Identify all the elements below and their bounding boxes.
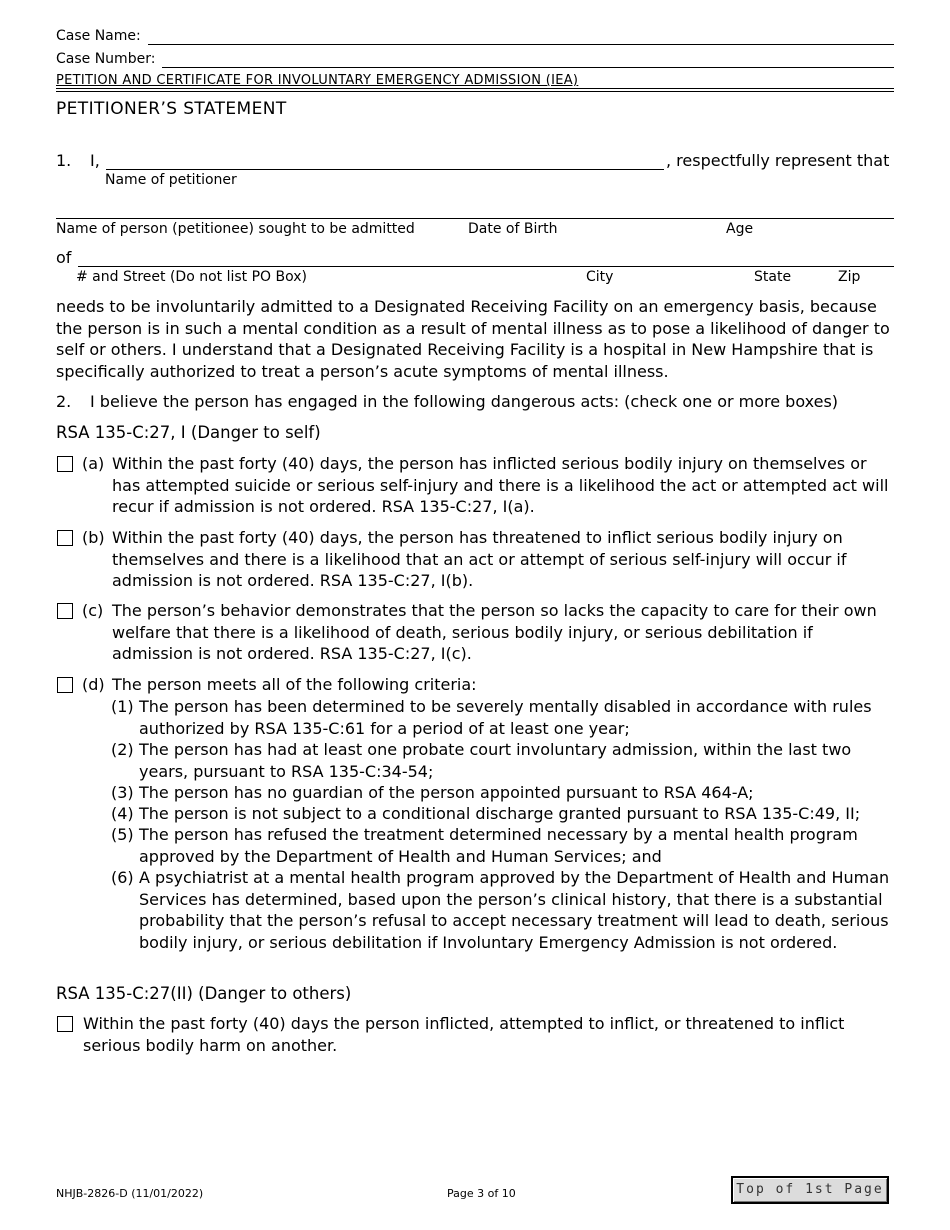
option-b — [82, 527, 894, 593]
top-of-first-page-button[interactable]: Top of 1st Page — [731, 1176, 889, 1204]
petitionee-caption: Name of person (petitionee) sought to be admitted — [56, 221, 415, 237]
option-b-checkbox[interactable] — [57, 530, 73, 546]
option-a-checkbox[interactable] — [57, 456, 73, 472]
option-b-text: Within the past forty (40) days, the person has threatened to inflict serious bodily injury on themselves and there is a likelihood that an act or attempt of serious self-injury will occur if admission is not ordered. RSA 135-C:27, I(b). — [112, 528, 847, 590]
item-1-prefix: I, — [90, 151, 100, 170]
criterion-4-text: The person is not subject to a conditional discharge granted pursuant to RSA 135-C:49, II; — [139, 804, 861, 823]
criterion-3-text: The person has no guardian of the person appointed pursuant to RSA 464-A; — [139, 783, 754, 802]
criterion-1-number: (1) — [111, 697, 134, 716]
option-c-text: The person’s behavior demonstrates that the person so lacks the capacity to care for their own welfare that there is a likelihood of death, serious bodily injury, or serious debilitation if admission is not ordered. RSA 135-C:27, I(c). — [112, 601, 877, 663]
option-c-label: (c) — [82, 601, 104, 620]
criterion-2-number: (2) — [111, 740, 134, 759]
case-name-field[interactable] — [148, 44, 894, 45]
option-d — [82, 674, 894, 696]
page-number: Page 3 of 10 — [447, 1187, 516, 1200]
of-label: of — [56, 248, 72, 267]
option-a-label: (a) — [82, 454, 105, 473]
criterion-3-number: (3) — [111, 783, 134, 802]
others-checkbox[interactable] — [57, 1016, 73, 1032]
form-id: NHJB-2826-D (11/01/2022) — [56, 1187, 204, 1200]
street-caption: # and Street (Do not list PO Box) — [76, 269, 308, 285]
criterion-5-number: (5) — [111, 825, 134, 844]
item-1-suffix: , respectfully represent that — [666, 151, 890, 170]
criterion-6-text: A psychiatrist at a mental health program approved by the Department of Health and Human Services has determined, based upon the person’s clinical history, that there is a substantial probability that the person’s refusal to accept necessary treatment will lead to death, serious bodily injury, or serious debilitation if Involuntary Emergency Admission is not ordered. — [139, 868, 890, 952]
option-d-label: (d) — [82, 675, 105, 694]
case-name-label: Case Name: — [56, 28, 141, 44]
case-number-label: Case Number: — [56, 51, 156, 67]
city-caption: City — [586, 269, 614, 285]
state-caption: State — [754, 269, 792, 285]
option-b-label: (b) — [82, 528, 105, 547]
criterion-4-number: (4) — [111, 804, 134, 823]
option-d-text: The person meets all of the following criteria: — [112, 675, 477, 694]
age-caption: Age — [726, 221, 754, 237]
case-number-field[interactable] — [162, 67, 894, 68]
option-a-text: Within the past forty (40) days, the person has inflicted serious bodily injury on themselves or has attempted suicide or serious self-injury and there is a likelihood the act or attempted act will recur if admission is not ordered. RSA 135-C:27, I(a). — [112, 454, 889, 516]
option-d-checkbox[interactable] — [57, 677, 73, 693]
criterion-1-text: The person has been determined to be severely mentally disabled in accordance with rules authorized by RSA 135-C:61 for a period of at least one year; — [139, 697, 872, 738]
item-2-number: 2. — [56, 392, 72, 411]
dob-caption: Date of Birth — [468, 221, 558, 237]
zip-caption: Zip — [838, 269, 861, 285]
petitionee-field[interactable] — [56, 218, 894, 219]
item-2-text: I believe the person has engaged in the following dangerous acts: (check one or more boxes) — [90, 392, 839, 411]
item-1-body: needs to be involuntarily admitted to a Designated Receiving Facility on an emergency basis, because the person is in such a mental condition as a result of mental illness as to pose a likelihood of danger to self or others. I understand that a Designated Receiving Facility is a hospital in New Hampshire that is specifically authorized to treat a person’s acute symptoms of mental illness. — [56, 297, 890, 381]
option-a — [82, 453, 894, 519]
form-title: PETITION AND CERTIFICATE FOR INVOLUNTARY EMERGENCY ADMISSION (IEA) — [56, 73, 579, 88]
header-divider — [56, 88, 894, 89]
self-heading: RSA 135-C:27, I (Danger to self) — [56, 423, 321, 442]
criterion-2-text: The person has had at least one probate court involuntary admission, within the last two years, pursuant to RSA 135-C:34-54; — [139, 740, 852, 781]
others-heading: RSA 135-C:27(II) (Danger to others) — [56, 984, 352, 1003]
option-c-checkbox[interactable] — [57, 603, 73, 619]
petitioner-caption: Name of petitioner — [105, 172, 237, 188]
address-field[interactable] — [78, 266, 894, 267]
petitioner-name-field[interactable] — [106, 169, 664, 170]
criterion-5-text: The person has refused the treatment determined necessary by a mental health program approved by the Department of Health and Human Services; and — [139, 825, 858, 866]
section-title: PETITIONER’S STATEMENT — [56, 99, 287, 119]
criterion-6-number: (6) — [111, 868, 134, 887]
others-text: Within the past forty (40) days the person inflicted, attempted to inflict, or threatened to inflict serious bodily harm on another. — [83, 1014, 845, 1055]
option-c — [82, 600, 894, 666]
header-divider-2 — [56, 91, 894, 92]
item-1-number: 1. — [56, 151, 72, 170]
